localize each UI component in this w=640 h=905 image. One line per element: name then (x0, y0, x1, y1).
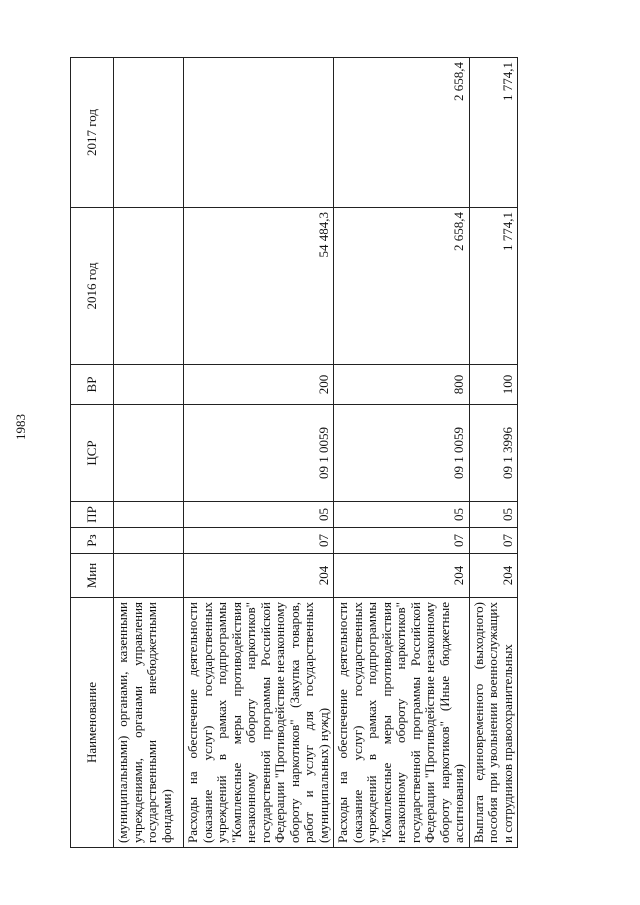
header-min: Мин (71, 554, 114, 598)
row-vr: 200 (184, 365, 334, 405)
row-min: 204 (469, 554, 518, 598)
table-header-row (71, 58, 114, 848)
row-pr: 05 (469, 502, 518, 528)
table-row (469, 58, 518, 848)
rotated-table-container (70, 58, 600, 848)
row-csr (114, 405, 184, 502)
row-min: 204 (334, 554, 470, 598)
header-rz: Рз (71, 528, 114, 554)
row-rz: 07 (469, 528, 518, 554)
header-csr: ЦСР (71, 405, 114, 502)
row-2016: 54 484,3 (184, 208, 334, 365)
row-name: Выплата единовременного (выходного) пособия при увольнении военнослужащих и сотрудников правоохранительных (469, 598, 518, 848)
row-pr: 05 (334, 502, 470, 528)
row-pr: 05 (184, 502, 334, 528)
row-pr (114, 502, 184, 528)
row-2017 (114, 58, 184, 208)
row-2017: 1 774,1 (469, 58, 518, 208)
row-csr: 09 1 0059 (334, 405, 470, 502)
row-csr: 09 1 0059 (184, 405, 334, 502)
table-row (114, 58, 184, 848)
row-name: Расходы на обеспечение деятельности (оказание услуг) государственных учреждений в рамках подпрограммы "Комплексные меры противодействия незаконному обороту наркотиков" государственной программы Российской Федерации "Противодействие незаконному обороту наркотиков" (Закупка товаров, работ и услуг для государственных (муниципальных) нужд) (184, 598, 334, 848)
row-vr: 800 (334, 365, 470, 405)
header-name: Наименование (71, 598, 114, 848)
row-2016: 1 774,1 (469, 208, 518, 365)
row-name: Расходы на обеспечение деятельности (оказание услуг) государственных учреждений в рамках подпрограммы "Комплексные меры противодействия незаконному обороту наркотиков" государственной программы Российской Федерации "Противодействие незаконному обороту наркотиков" (Иные бюджетные ассигнования) (334, 598, 470, 848)
row-2017 (184, 58, 334, 208)
header-2017: 2017 год (71, 58, 114, 208)
row-rz: 07 (334, 528, 470, 554)
row-rz (114, 528, 184, 554)
row-csr: 09 1 3996 (469, 405, 518, 502)
header-vr: ВР (71, 365, 114, 405)
header-pr: ПР (71, 502, 114, 528)
budget-table (70, 57, 518, 848)
page-number: 1983 (13, 414, 28, 440)
row-min (114, 554, 184, 598)
row-rz: 07 (184, 528, 334, 554)
row-min: 204 (184, 554, 334, 598)
row-vr (114, 365, 184, 405)
row-vr: 100 (469, 365, 518, 405)
row-2016: 2 658,4 (334, 208, 470, 365)
table-row (334, 58, 470, 848)
table-row (184, 58, 334, 848)
header-2016: 2016 год (71, 208, 114, 365)
row-2017: 2 658,4 (334, 58, 470, 208)
row-2016 (114, 208, 184, 365)
row-name: (муниципальными) органами, казенными учреждениями, органами управления государственными внебюджетными фондами) (114, 598, 184, 848)
